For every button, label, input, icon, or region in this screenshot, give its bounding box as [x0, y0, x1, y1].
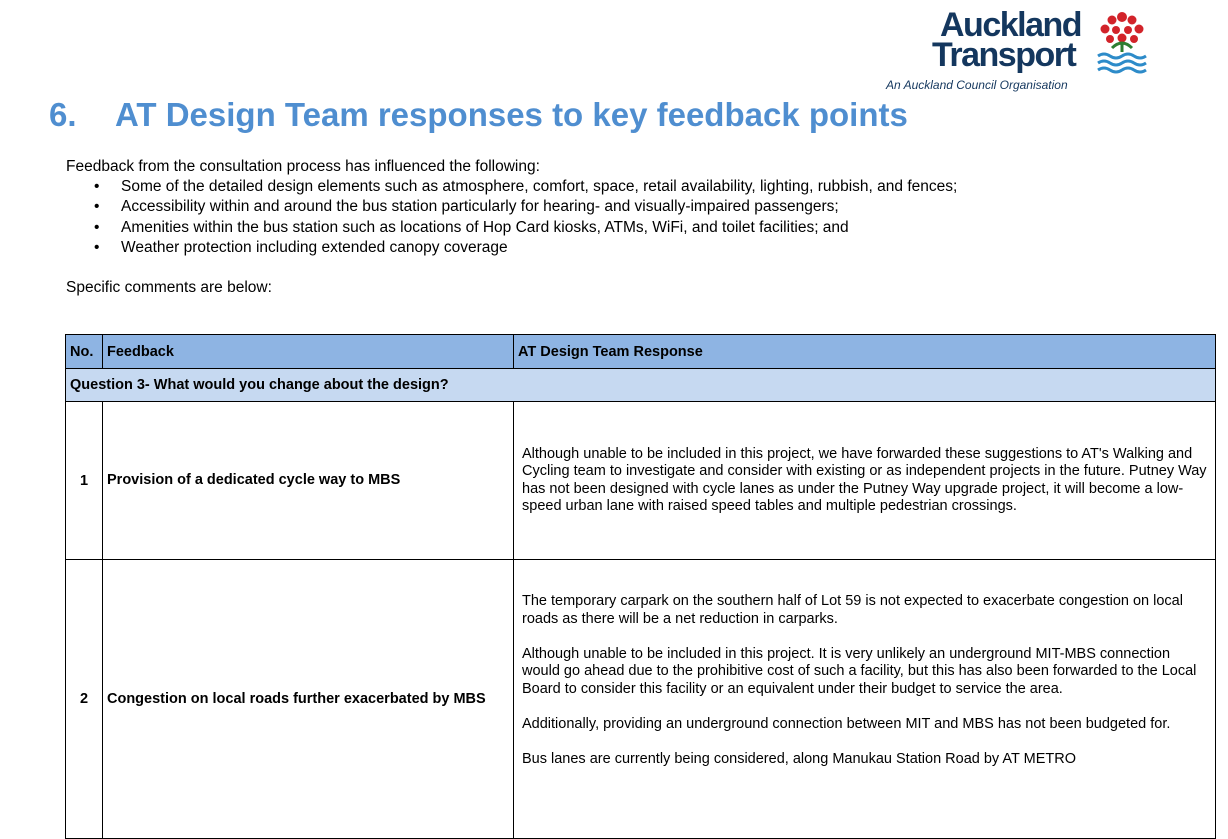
list-item: • Accessibility within and around the bus station particularly for hearing- and visually-impaired passengers;	[66, 197, 957, 217]
question-row	[66, 369, 1216, 402]
feedback-cell: Provision of a dedicated cycle way to MBS	[103, 402, 514, 560]
table-row	[66, 402, 1216, 560]
logo-line1: Auckland	[940, 6, 1082, 44]
row-number: 1	[66, 402, 103, 560]
response-paragraph: Although unable to be included in this project, we have forwarded these suggestions to AT's Walking and Cycling team to investigate and consider with existing or as independent projects in the future. Putney Way has not been designed with cycle lanes as under the Putney Way upgrade project, it will become a low-speed urban lane with raised speed tables and multiple pedestrian crossings.	[522, 445, 1207, 514]
table-row	[66, 560, 1216, 839]
influence-list	[66, 177, 957, 259]
bullet-icon: •	[94, 218, 100, 236]
section-number: 6.	[49, 96, 77, 133]
response-paragraph: Additionally, providing an underground connection between MIT and MBS has not been budgeted for.	[522, 715, 1171, 732]
auckland-transport-logo	[880, 6, 1160, 98]
list-item: • Some of the detailed design elements such as atmosphere, comfort, space, retail availability, lighting, rubbish, and fences;	[66, 177, 957, 197]
feedback-table	[65, 334, 1216, 839]
column-header-response: AT Design Team Response	[514, 335, 1216, 369]
section-title: AT Design Team responses to key feedback points	[115, 96, 908, 133]
response-cell	[514, 560, 1216, 839]
bullet-icon: •	[94, 198, 100, 216]
response-paragraph: The temporary carpark on the southern half of Lot 59 is not expected to exacerbate congestion on local roads as there will be a net reduction in carparks.	[522, 593, 1183, 627]
pohutukawa-flower-icon	[1092, 8, 1152, 74]
list-item: • Weather protection including extended canopy coverage	[66, 238, 957, 258]
response-cell	[514, 402, 1216, 560]
row-number: 2	[66, 560, 103, 839]
response-paragraph: Although unable to be included in this project. It is very unlikely an underground MIT-MBS connection would go ahead due to the prohibitive cost of such a facility, but this has also been forwarded to the Local Board to consider this facility or an equivalent under their budget to service the area.	[522, 645, 1197, 697]
question-label: Question 3- What would you change about the design?	[66, 369, 1216, 402]
logo-line2: Transport	[932, 36, 1076, 74]
intro-text: Feedback from the consultation process has influenced the following:	[66, 158, 540, 175]
list-item: • Amenities within the bus station such as locations of Hop Card kiosks, ATMs, WiFi, and toilet facilities; and	[66, 218, 957, 238]
column-header-feedback: Feedback	[103, 335, 514, 369]
bullet-icon: •	[94, 178, 100, 195]
table-header-row	[66, 335, 1216, 369]
bullet-icon: •	[94, 239, 100, 257]
feedback-cell: Congestion on local roads further exacerbated by MBS	[103, 560, 514, 839]
section-heading	[49, 96, 908, 134]
column-header-no: No.	[66, 335, 103, 369]
response-paragraph: Bus lanes are currently being considered, along Manukau Station Road by AT METRO	[522, 750, 1076, 767]
logo-tagline: An Auckland Council Organisation	[886, 78, 1068, 92]
specific-comments-text: Specific comments are below:	[66, 279, 272, 296]
